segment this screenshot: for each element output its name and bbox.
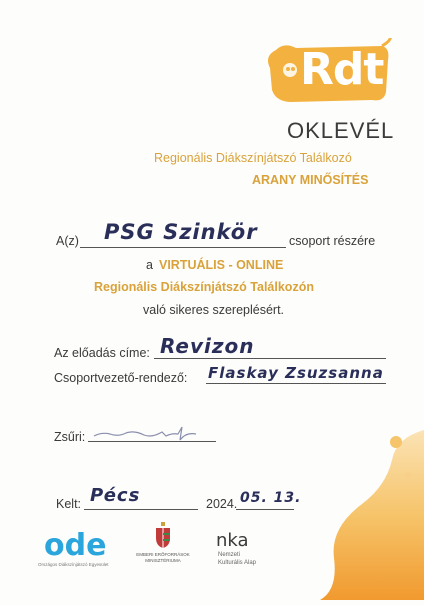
festival-name: Regionális Diákszínjátszó Találkozó	[154, 151, 352, 165]
group-name: PSG Szinkör	[104, 220, 258, 244]
date-year: 2024.	[206, 497, 238, 511]
performance-title-value: Revizon	[160, 334, 255, 358]
rating-label: ARANY MINŐSÍTÉS	[252, 173, 369, 187]
nka-subtitle-2: Kulturális Alap	[218, 560, 257, 566]
performance-title-label: Az előadás címe:	[54, 346, 150, 360]
ode-logo-subtitle: Országos Diákszínjátszó Egyesület	[38, 562, 109, 567]
nka-subtitle-1: Nemzeti	[218, 552, 241, 558]
performance-title-underline	[154, 358, 386, 359]
rdt-logo-text: Rdt	[300, 44, 384, 95]
date-value: 05. 13.	[240, 490, 302, 506]
jury-label: Zsűri:	[54, 430, 86, 444]
closing-text: való sikeres szereplésért.	[143, 303, 285, 317]
jury-signature	[92, 424, 202, 444]
hungarian-crest-icon	[154, 522, 172, 548]
ode-logo	[38, 528, 118, 572]
ode-logo-text: ode	[44, 528, 107, 563]
nka-logo	[216, 530, 286, 574]
nka-logo-text: nka	[216, 530, 249, 551]
rdt-logo	[262, 38, 392, 106]
article-a: a	[146, 258, 153, 272]
director-label: Csoportvezető-rendező:	[54, 371, 188, 385]
decorative-splash	[300, 430, 424, 600]
splash-shape	[300, 430, 424, 600]
prefix-label: A(z)	[56, 234, 79, 248]
document-title: OKLEVÉL	[287, 118, 395, 143]
edition-label: VIRTUÁLIS - ONLINE	[159, 258, 284, 272]
ministry-name: EMBERI ERŐFORRÁSOK MINISZTÉRIUMA	[136, 552, 190, 563]
director-value: Flaskay Zsuzsanna	[208, 364, 384, 382]
place-underline	[84, 509, 198, 510]
jury-signature-scribble	[92, 424, 202, 444]
director-underline	[206, 383, 386, 384]
place-value: Pécs	[90, 485, 141, 506]
place-label: Kelt:	[56, 497, 82, 511]
group-suffix: csoport részére	[289, 234, 376, 248]
date-underline	[236, 509, 294, 510]
ministry-logo	[128, 520, 198, 572]
event-name: Regionális Diákszínjátszó Találkozón	[94, 280, 314, 294]
group-underline	[80, 247, 286, 248]
